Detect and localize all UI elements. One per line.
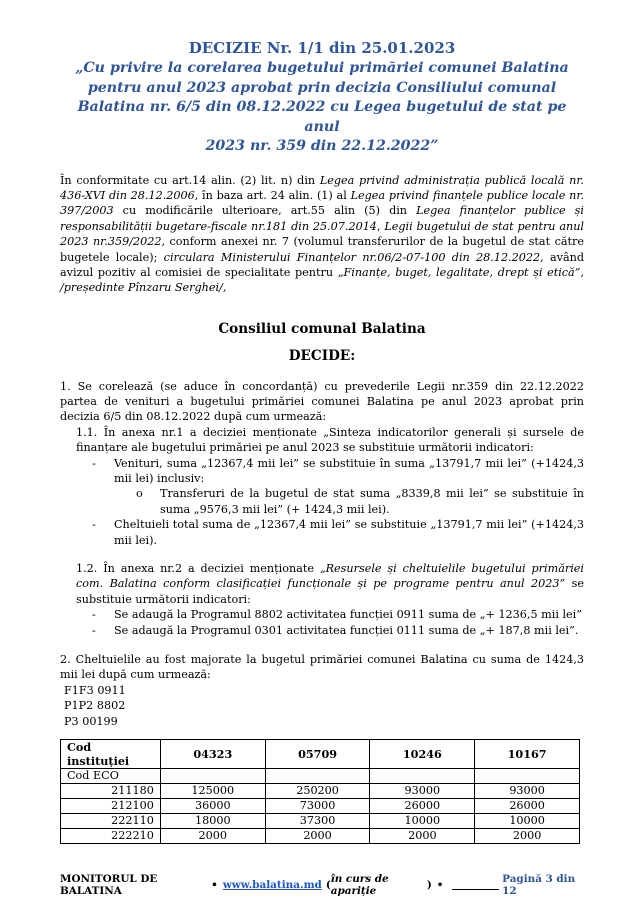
intro-law-ref: „Finanțe, buget, legalitate, drept și etică”, /președinte Pînzaru Serghei/, [60, 265, 584, 295]
list-item [92, 517, 584, 548]
intro-law-ref: Legea finanțelor publice și responsabilității bugetare-fiscale nr.181 din 25.07.2014 [60, 204, 584, 233]
footer-bullet: • [211, 879, 218, 891]
council-heading: Consiliul comunal Balatina [218, 320, 426, 337]
table-cell: 93000 [370, 784, 475, 799]
intro-law-ref: Legea privind administrația publică locală nr. 436-XVI din 28.12.2006 [60, 173, 584, 202]
table-cell [265, 769, 370, 784]
column-header: 10246 [370, 740, 475, 769]
publication-name: MONITORUL DE BALATINA [60, 873, 158, 897]
table-row [61, 769, 580, 784]
point-1-2-annex-title: „Resursele și cheltuielile bugetului primăriei com. Balatina conform clasificației funcționale și pe programe pentru anul 2023” [76, 562, 584, 591]
list-item [92, 607, 584, 622]
table-cell: 10000 [370, 814, 475, 829]
status-open-paren: ( [325, 879, 331, 891]
column-header: Cod instituției [61, 740, 161, 769]
dash-bullet: - [92, 456, 96, 470]
list-item [92, 456, 584, 487]
table-row [61, 784, 580, 799]
eco-label-cell: Cod ECO [61, 769, 161, 784]
intro-text: , având avizul pozitiv al comisiei de specialitate pentru [60, 250, 584, 279]
table-cell: 26000 [475, 799, 580, 814]
intro-text: , conform anexei nr. 7 (volumul transferurilor de la bugetul de stat către bugetele locale); [60, 235, 584, 264]
table-cell: 2000 [475, 829, 580, 844]
page-number: Pagină 3 din 12 [502, 873, 576, 897]
table-cell: 125000 [160, 784, 265, 799]
column-header: 05709 [265, 740, 370, 769]
table-row [61, 829, 580, 844]
status-close-paren: ) [426, 879, 432, 891]
point-1: 1. Se corelează (se aduce în concordanță) cu prevederile Legii nr.359 din 22.12.2022 partea de venituri a bugetului primăriei comunei Balatina pe anul 2023 aprobat prin decizia 6/5 din 08.12.2022 după cum urmează: [60, 379, 584, 424]
table-cell: 2000 [160, 829, 265, 844]
table-cell [160, 769, 265, 784]
eco-code-cell: 211180 [61, 784, 161, 799]
decision-title [60, 38, 584, 157]
dash-bullet: - [92, 608, 96, 622]
list-item [92, 623, 584, 638]
eco-code-cell: 222210 [61, 829, 161, 844]
list-item [136, 486, 584, 517]
intro-text: În conformitate cu art.14 alin. (2) lit. n) din [60, 173, 320, 187]
table-cell: 2000 [370, 829, 475, 844]
decision-number: DECIZIE Nr. 1/1 din 25.01.2023 [188, 39, 456, 57]
eco-code-cell: 212100 [61, 799, 161, 814]
table-cell: 36000 [160, 799, 265, 814]
page-footer [60, 873, 584, 897]
code-item: P1P2 8802 [64, 699, 126, 713]
document-page [60, 38, 584, 844]
table-row [61, 814, 580, 829]
point-1-1: 1.1. În anexa nr.1 a deciziei menționate „Sinteza indicatorilor generali și sursele de finanțare ale bugetului primăriei pe anul 2023 se substituie următorii indicatori: [76, 425, 584, 455]
table-cell [475, 769, 580, 784]
circle-bullet: o [136, 487, 143, 501]
point-1-2 [76, 561, 584, 607]
legal-basis-paragraph [60, 173, 584, 296]
intro-law-ref: Legii bugetului de stat pentru anul 2023 nr.359/2022 [60, 219, 584, 249]
table-cell: 37300 [265, 814, 370, 829]
dash-bullet: - [92, 623, 96, 637]
program-8802-text: Se adaugă la Programul 8802 activitatea funcției 0911 suma de „+ 1236,5 mii lei” [114, 608, 582, 622]
table-cell: 26000 [370, 799, 475, 814]
column-header: 10167 [475, 740, 580, 769]
table-cell: 18000 [160, 814, 265, 829]
publication-status: în curs de apariție [330, 873, 389, 897]
intro-text: , în baza art. 24 alin. (1) al [194, 188, 351, 202]
budget-table [60, 739, 580, 844]
table-cell: 93000 [475, 784, 580, 799]
code-list [64, 683, 584, 729]
point-2: 2. Cheltuielile au fost majorate la bugetul primăriei comunei Balatina cu suma de 1424,3 mii lei după cum urmează: [60, 653, 584, 682]
decision-subject-line: Balatina nr. 6/5 din 08.12.2022 cu Legea bugetului de stat pe anul [77, 99, 567, 135]
table-cell: 250200 [265, 784, 370, 799]
intro-law-ref: circulara Ministerului Finanțelor nr.06/2-07-100 din 28.12.2022 [163, 250, 541, 264]
column-header: 04323 [160, 740, 265, 769]
code-item: P3 00199 [64, 714, 118, 728]
decide-heading: DECIDE: [288, 348, 356, 365]
table-cell: 73000 [265, 799, 370, 814]
transfer-text: Transferuri de la bugetul de stat suma „8339,8 mii lei” se substituie în suma „9576,3 mii lei” (+ 1424,3 mii lei). [160, 487, 584, 516]
intro-text: , [376, 219, 385, 233]
website-link[interactable]: www.balatina.md [222, 879, 322, 891]
table-cell: 10000 [475, 814, 580, 829]
intro-law-ref: Legea privind finanțele publice locale nr. 397/2003 [60, 188, 585, 218]
code-item: F1F3 0911 [64, 683, 126, 697]
footer-bullet: • [436, 879, 444, 891]
decision-subject-line: pentru anul 2023 aprobat prin decizia Consiliului comunal [87, 79, 557, 96]
decision-subject-line: 2023 nr. 359 din 22.12.2022” [205, 138, 439, 154]
point-1-2-text: se substituie următorii indicatori: [76, 577, 585, 606]
intro-text: cu modificările ulterioare, art.55 alin (5) din [113, 204, 417, 218]
table-cell: 2000 [265, 829, 370, 844]
decision-subject-line: „Cu privire la corelarea bugetului primăriei comunei Balatina [75, 60, 569, 76]
program-0301-text: Se adaugă la Programul 0301 activitatea funcției 0111 suma de „+ 187,8 mii lei”. [114, 623, 579, 637]
footer-rule [452, 881, 499, 890]
table-cell [370, 769, 475, 784]
dash-bullet: - [92, 518, 96, 532]
revenue-text: Venituri, suma „12367,4 mii lei” se substituie în suma „13791,7 mii lei” (+1424,3 mii lei) inclusiv: [114, 456, 584, 485]
table-header-row [61, 740, 580, 769]
table-row [61, 799, 580, 814]
eco-code-cell: 222110 [61, 814, 161, 829]
point-1-2-text: 1.2. În anexa nr.2 a deciziei menționate [76, 562, 320, 576]
expenses-text: Cheltuieli total suma de „12367,4 mii lei” se substituie „13791,7 mii lei” (+1424,3 mii lei). [114, 518, 584, 547]
